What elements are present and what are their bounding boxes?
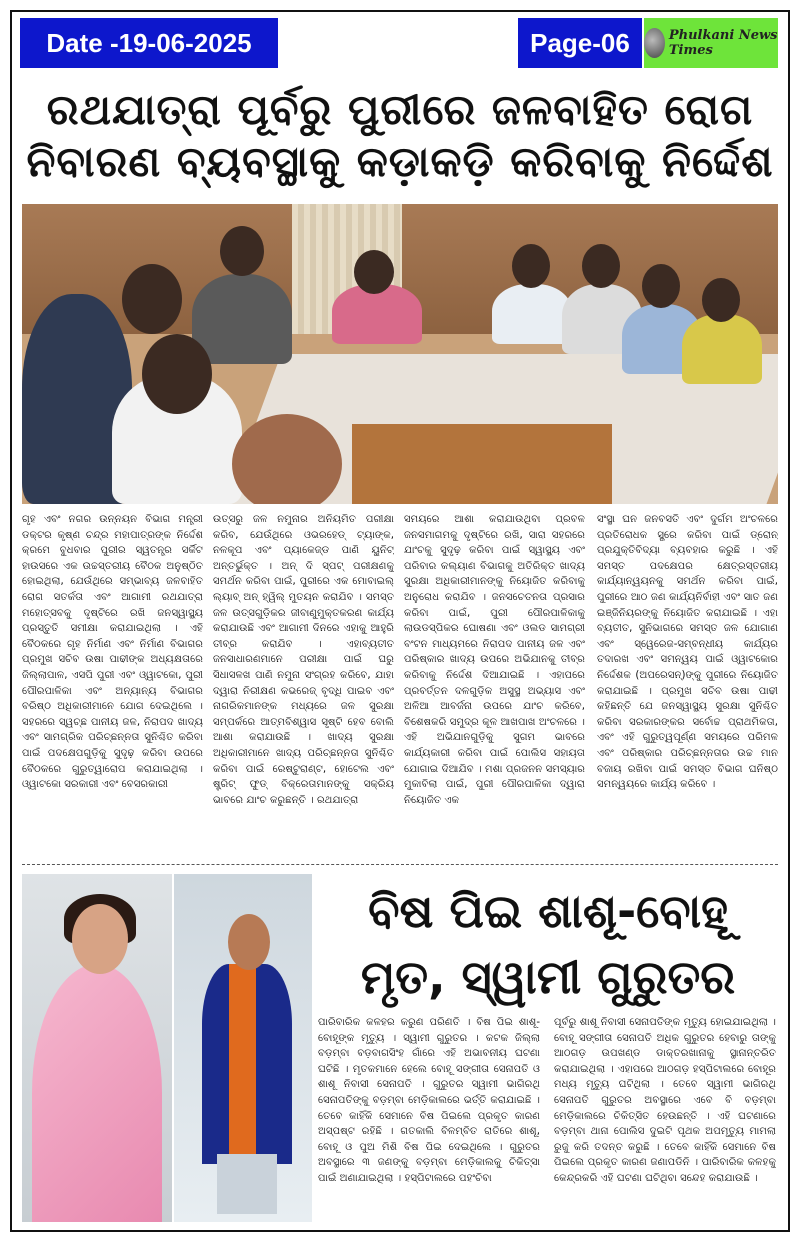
article2-headline-line1: ବିଷ ପିଇ ଶାଶୂ-ବୋହୂ — [368, 884, 728, 938]
page-number: Page-06 — [518, 18, 642, 68]
article1-column-2: ଉତ୍ସରୁ ଜଳ ନମୁନାର ଅନିୟମିତ ପରୀକ୍ଷା କରିବ, ଯେଉଁଥିରେ ଓଭରହେଡ୍ ଟ୍ୟାଙ୍କ, ନଳକୂପ ଏବଂ ପ୍ୟାକେଜ୍ଡ ପାଣି ୟୁନିଟ୍ ଅନ୍ତର୍ଭୁକ୍ତ । ଅନ୍ ଦି ସ୍ପଟ୍ ପରୀକ୍ଷଣକୁ ସମର୍ଥନ କରିବା ପାଇଁ, ପୁରୀରେ ଏକ ମୋବାଇଲ୍ ଲ୍ୟାବ୍ ଅନ୍ ହ୍ୱିଲ୍ ମୁତୟନ କରାଯିବ । ସମସ୍ତ ଜଳ ଉତ୍ସଗୁଡ଼ିକର ଜୀବାଣୁମୁକ୍ତକରଣ କାର୍ଯ୍ୟ କରାଯାଉଛି ଏବଂ ଆଗାମୀ ଦିନରେ ଏହାକୁ ଆହୁରି ତୀବ୍ର କରାଯିବ । ଏହାବ୍ୟତୀତ ଜନସାଧାରଣମାନେ ପରୀକ୍ଷା ପାଇଁ ଘରୁ ସିଧାସଳଖ ପାଣି ନମୁନା ସଂଗ୍ରହ କରିବେ, ଯାହା ଦ୍ୱାରା ନିରୀକ୍ଷଣ କଭରେଜ୍ ବୃଦ୍ଧି ପାଇବ ଏବଂ ନାଗରିକମାନଙ୍କ ମଧ୍ୟରେ ଜଳ ସୁରକ୍ଷା ସମ୍ପର୍କରେ ଆତ୍ମବିଶ୍ୱାସ ସୃଷ୍ଟି ହେବ ବୋଲି ଆଶା କରାଯାଉଛି । ଖାଦ୍ୟ ସୁରକ୍ଷା ଅଧିକାରୀମାନେ ଖାଦ୍ୟ ପରିଚ୍ଛନ୍ନତା ସୁନିଶ୍ଚିତ କରିବା ପାଇଁ ରେଷ୍ଟୁରାଣ୍ଟ, ହୋଟେଲ ଏବଂ ଷ୍ଟ୍ରିଟ୍ ଫୁଡ୍ ବିକ୍ରେତାମାନଙ୍କୁ ସକ୍ରିୟ ଭାବରେ ଯାଂଚ କରୁଛନ୍ତି । ରଥଯାତ୍ରା — [213, 514, 394, 806]
section-divider — [22, 864, 778, 865]
article2-headline-line2: ମୃତ, ସ୍ୱାମୀ ଗୁରୁତର — [360, 950, 736, 1004]
meeting-photo — [22, 204, 778, 504]
masthead — [20, 18, 780, 70]
logo-text: Phulkani News Times — [668, 28, 778, 58]
article2-column-2: ପୂର୍ବରୁ ଶାଶୂ ନିବାସୀ ସେନାପତିଙ୍କ ମୃତ୍ୟୁ ହୋଇଯାଇଥିଲା । ବୋହୂ ସଙ୍ଗୀତା ସେନାପତି ଅଧିକ ଗୁରୁତର ହେବାରୁ ତାଙ୍କୁ ଆଠଗଡ଼ ଉପଖଣ୍ଡ ଡାକ୍ତରଖାନାକୁ ସ୍ଥାନାନ୍ତରିତ କରାଯାଇଥିଲା । ଏହାପରେ ଆଠଗଡ଼ ହସ୍ପିଟାଲରେ ବୋହୂର ମଧ୍ୟ ମୃତ୍ୟୁ ଘଟିଥିଲା । ତେବେ ସ୍ୱାମୀ ଭାଗିରଥି ସେନାପତି ଗୁରୁତର ଅବସ୍ଥାରେ ଏବେ ବି ବଡ଼ମ୍ବା ମେଡ଼ିକାଲରେ ଚିକିତ୍ସିତ ହେଉଛନ୍ତି । ଏହି ଘଟଣାରେ ବଡ଼ମ୍ବା ଥାନା ପୋଲିସ ଦୁଇଟି ପୃଥକ ଅପମୃତ୍ୟୁ ମାମଲା ରୁଜୁ କରି ତଦନ୍ତ କରୁଛି । ତେବେ କାହିଁକି ସେମାନେ ବିଷ ପିଇଲେ ପ୍ରକୃତ କାରଣ ଜଣାପଡିନି । ପାରିବାରିକ କଳହକୁ କେନ୍ଦ୍ରକରି ଏହି ଘଟଣା ଘଟିଥିବା ସନ୍ଦେହ କରାଯାଉଛି । — [554, 1017, 776, 1184]
article2-headline — [318, 878, 778, 1010]
newspaper-logo — [644, 18, 778, 68]
article1-column-3: ସମୟରେ ଆଶା କରାଯାଉଥିବା ପ୍ରବଳ ଜନସମାଗମକୁ ଦୃଷ୍ଟିରେ ରଖି, ସାରା ସହରରେ ଯାଂଚକୁ ସୁଦୃଢ଼ କରିବା ପାଇଁ ସ୍ୱାସ୍ଥ୍ୟ ଏବଂ ପରିବାର କଲ୍ୟାଣ ବିଭାଗକୁ ଅତିରିକ୍ତ ଖାଦ୍ୟ ସୁରକ୍ଷା ଅଧିକାରୀମାନଙ୍କୁ ନିୟୋଜିତ କରିବାକୁ ଅନୁରୋଧ କରାଯିବ । ଜନସଚେତନତା ପ୍ରସାର କରିବା ପାଇଁ, ପୁରୀ ପୌରପାଳିକାକୁ ଲାଉଡସ୍ପିକର ଘୋଷଣା ଏବଂ ଓଲଡ ସାମଗ୍ରୀ ବଂଟନ ମାଧ୍ୟମରେ ନିରାପଦ ପାନୀୟ ଜଳ ଏବଂ ପରିଷ୍କାର ଖାଦ୍ୟ ଉପରେ ଅଭିଯାନକୁ ତୀବ୍ର କରିବାକୁ ନିର୍ଦ୍ଦେଶ ଦିଆଯାଇଛି । ଏହାପରେ ପ୍ରବର୍ତ୍ତନ ଦଳଗୁଡ଼ିକ ଅସୁସ୍ଥ ଅଭ୍ୟାସ ଏବଂ ଅଳିଆ ଆବର୍ଜନା ଉପରେ ଯାଂଚ କରିବେ, ବିଶେଷକରି ସମୁଦ୍ର କୂଳ ଆଖପାଖ ଅଂଚଳରେ । ଏହି ଅଭିଯାନଗୁଡ଼ିକୁ ସୁଗମ ଭାବରେ କାର୍ଯ୍ୟକାରୀ କରିବା ପାଇଁ ପୋଲିସ ସହାୟତା ଯୋଗାଇ ଦିଆଯିବ । ମଶା ପ୍ରଜନନ ସମସ୍ୟାର ମୁକାବିଲା ପାଇଁ, ପୁରୀ ପୌରପାଳିକା ଦ୍ୱାରା ନିୟୋଜିତ ଏକ — [404, 514, 585, 806]
victims-photo — [22, 874, 312, 1222]
article1-body — [22, 512, 778, 857]
article1-column-1: ଗୃହ ଏବଂ ନଗର ଉନ୍ନୟନ ବିଭାଗ ମନ୍ତ୍ରୀ ଡକ୍ଟର କୃଷ୍ଣ ଚନ୍ଦ୍ର ମହାପାତ୍ରଙ୍କ ନିର୍ଦ୍ଦେଶ କ୍ରମେ ବୁଧବାର ପୁରୀର ସ୍ୱତନ୍ତ୍ର ସର୍କିଟ ହାଉସରେ ଏକ ଉଚ୍ଚସ୍ତରୀୟ ବୈଠକ ଅନୁଷ୍ଠିତ ହୋଇଥିଲା, ଯେଉଁଥିରେ ସମ୍ଭାବ୍ୟ ଜଳବାହିତ ରୋଗ ସତର୍କତା ଏବଂ ଆଗାମୀ ରଥଯାତ୍ରା ମହୋତ୍ସବକୁ ଦୃଷ୍ଟିରେ ରଖି ଜନସ୍ୱାସ୍ଥ୍ୟ ପ୍ରସ୍ତୁତି ସମୀକ୍ଷା କରାଯାଇଥିଲା । ଏହି ବୈଠକରେ ଗୃହ ନିର୍ମାଣ ଏବଂ ନିର୍ମାଣ ବିଭାଗର ପ୍ରମୁଖ ସଚିବ ଉଷା ପାଢୀଙ୍କ ଅଧ୍ୟକ୍ଷତାରେ ଜିଲ୍ଲାପାଳ, ଏସପି ପୁରୀ ଏବଂ ଓ୍ୱାଟକୋ, ପୁରୀ ପୌରପାଳିକା ଏବଂ ଅନ୍ୟାନ୍ୟ ବିଭାଗର ବରିଷ୍ଠ ଅଧିକାରୀମାନେ ଯୋଗ ଦେଇଥିଲେ । ସହରରେ ସ୍ୱଚ୍ଛ ପାନୀୟ ଜଳ, ନିରାପଦ ଖାଦ୍ୟ ଏବଂ ସାମଗ୍ରିକ ପରିଚ୍ଛନ୍ନତା ସୁନିଶ୍ଚିତ କରିବା ପାଇଁ ପଦକ୍ଷେପଗୁଡ଼ିକୁ ସୁଦୃଢ଼ କରିବା ଉପରେ ବୈଠକରେ ଗୁରୁତ୍ୱାରୋପ କରାଯାଇଥିଲା । ଓ୍ୱାଟକୋ ସରକାରୀ ଏବଂ ବେସରକାରୀ — [22, 514, 203, 791]
article1-headline — [24, 84, 776, 188]
article2-body — [318, 1015, 778, 1225]
article1-headline-line2: ନିବାରଣ ବ୍ୟବସ୍ଥାକୁ କଡ଼ାକଡ଼ି କରିବାକୁ ନିର୍ଦ୍ଦେଶ — [26, 137, 774, 186]
article1-column-4: ସଂସ୍ଥା ଘନ ଜନବସତି ଏବଂ ଦୁର୍ଗମ ଅଂଚଳରେ ପ୍ରତିରୋଧକ ସ୍ପ୍ରେ କରିବା ପାଇଁ ଡ୍ରୋନ୍ ପ୍ରଯୁକ୍ତିବିଦ୍ୟା ବ୍ୟବହାର କରୁଛି । ଏହି ସମସ୍ତ ପଦକ୍ଷେପର କ୍ଷେତ୍ରସ୍ତରୀୟ କାର୍ଯ୍ୟାନ୍ୱୟନକୁ ସମର୍ଥନ କରିବା ପାଇଁ, ପୁରୀରେ ଆଠ ଜଣ କାର୍ଯ୍ୟନିର୍ବାହୀ ଏବଂ ସାତ ଜଣ ଇଞ୍ଜିନିୟରଙ୍କୁ ନିୟୋଜିତ କରାଯାଇଛି । ଏହା ବ୍ୟତୀତ, ସୁନିଭାଗରେ ସମସ୍ତ ଜଳ ଯୋଗାଣ ଏବଂ ସ୍ୱେରେଜ-ସମ୍ବନ୍ଧୀୟ କାର୍ଯ୍ୟର ତଦାରଖ ଏବଂ ସମନ୍ୱୟ ପାଇଁ ଓ୍ୱାଟକୋର ନିର୍ଦ୍ଦେଶକ (ଅପରେସନ୍)ଙ୍କୁ ପୁରୀରେ ନିୟୋଜିତ କରାଯାଇଛି । ପ୍ରମୁଖ ସଚିବ ଉଷା ପାଢୀ କହିଛନ୍ତି ଯେ ଜନସ୍ୱାସ୍ଥ୍ୟ ସୁରକ୍ଷା ସୁନିଶ୍ଚିତ କରିବା ସରକାରଙ୍କର ସର୍ବୋଚ୍ଚ ପ୍ରାଥମିକତା, ଏବଂ ଏହି ଗୁରୁତ୍ୱପୂର୍ଣ୍ଣ ସମୟରେ ପରିମଳ ଏବଂ ପରିଷ୍କାର ପରିଚ୍ଛନ୍ନତାର ଉଚ୍ଚ ମାନ ବଜାୟ ରଖିବା ପାଇଁ ସମସ୍ତ ବିଭାଗ ଘନିଷ୍ଠ ସମନ୍ୱୟରେ କାର୍ଯ୍ୟ କରିବେ । — [597, 514, 778, 791]
article1-headline-line1: ରଥଯାତ୍ରା ପୂର୍ବରୁ ପୁରୀରେ ଜଳବାହିତ ରୋଗ — [46, 85, 754, 134]
article2-column-1: ପାରିବାରିକ କଳହର କରୁଣ ପରିଣତି । ବିଷ ପିଇ ଶାଶୂ-ବୋହୂଙ୍କ ମୃତ୍ୟୁ । ସ୍ୱାମୀ ଗୁରୁତର । କଟକ ଜିଲ୍ଲା ବଡ଼ମ୍ବା ବଡ଼ବାଗସିଂହ ଗାଁରେ ଏହି ଅଭାବନୀୟ ଘଟଣା ଘଟିଛି । ମୃତକମାନେ ହେଲେ ବୋହୂ ସଙ୍ଗୀତା ସେନାପତି ଓ ଶାଶୂ ନିବାସୀ ସେନାପତି । ଗୁରୁତର ସ୍ୱାମୀ ଭାଗିରଥି ସେନାପତିଙ୍କୁ ବଡ଼ମ୍ବା ମେଡ଼ିକାଲରେ ଭର୍ତ୍ତି କରାଯାଇଛି । ତେବେ କାହିଁକି ସେମାନେ ବିଷ ପିଇଲେ ପ୍ରକୃତ କାରଣ ଅସ୍ପଷ୍ଟ ରହିଛି । ଗତକାଲି ବିଳମ୍ବିତ ରାତିରେ ଶାଶୂ, ବୋହୂ ଓ ପୁଅ ମିଶି ବିଷ ପିଇ ଦେଇଥିଲେ । ଗୁରୁତର ଅବସ୍ଥାରେ ୩ ଜଣଙ୍କୁ ବଡ଼ମ୍ବା ମେଡ଼ିକାଲକୁ ଚିକିତ୍ସା ପାଇଁ ଅଣାଯାଇଥିଲା । ହସ୍ପିଟାଲରେ ପହଂଚିବା — [318, 1017, 540, 1184]
woman-photo — [22, 874, 172, 1222]
globe-icon — [644, 28, 665, 58]
date-label: Date -19-06-2025 — [20, 18, 278, 68]
